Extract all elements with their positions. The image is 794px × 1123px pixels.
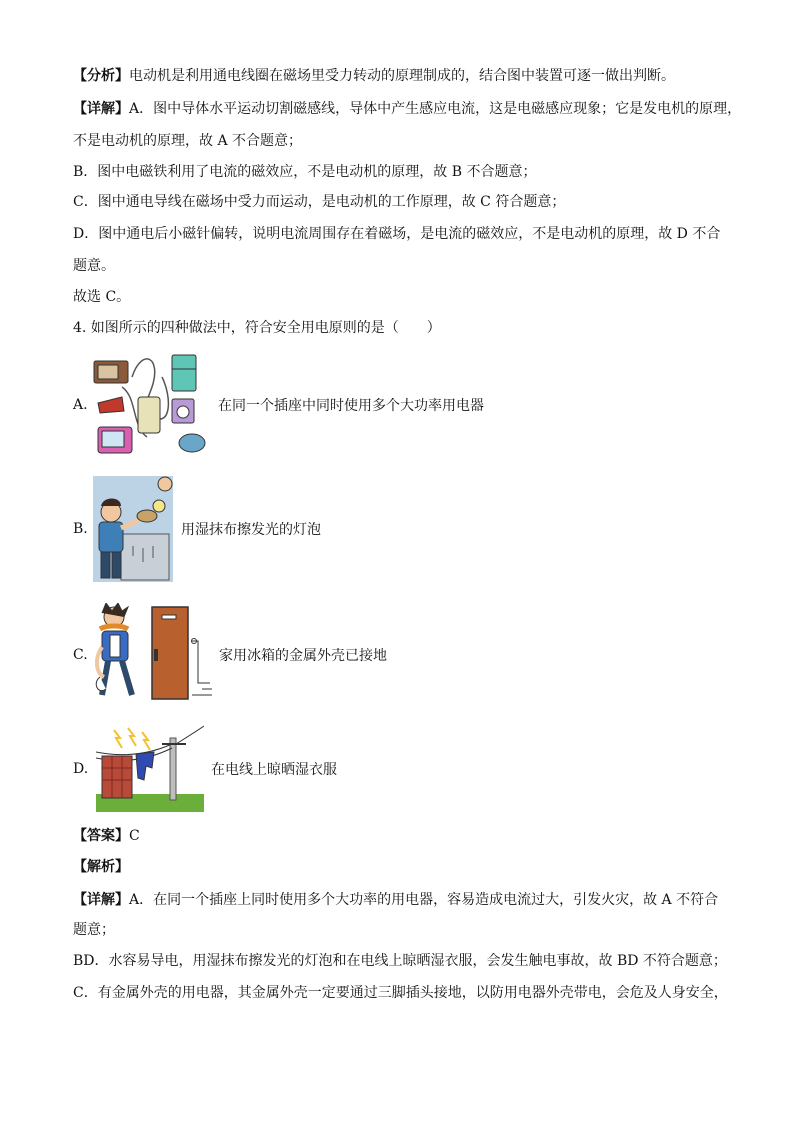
explanation-line-3: BD．水容易导电，用湿抹布擦发光的灯泡和在电线上晾晒湿衣服，会发生触电事故，故 BD 不符合题意； xyxy=(73,953,727,969)
clothes-on-power-line-illustration xyxy=(96,724,204,812)
detail-line-3: B．图中电磁铁利用了电流的磁效应，不是电动机的原理，故 B 不合题意； xyxy=(73,164,537,180)
analysis-paragraph xyxy=(73,67,675,85)
question-stem: 4. 如图所示的四种做法中，符合安全用电原则的是（ ） xyxy=(73,320,441,336)
answer-tag: 【答案】 xyxy=(73,828,129,844)
overloaded-socket-illustration xyxy=(92,347,210,459)
option-c-letter: C. xyxy=(73,647,88,663)
detail-line-4: C．图中通电导线在磁场中受力而运动，是电动机的工作原理，故 C 符合题意； xyxy=(73,194,566,210)
detail-line-7: 故选 C。 xyxy=(73,289,131,305)
analysis-tag: 【分析】 xyxy=(73,68,129,84)
analysis-text: 电动机是利用通电线圈在磁场里受力转动的原理制成的，结合图中装置可逐一做出判断。 xyxy=(129,68,675,84)
explanation-tag: 【解析】 xyxy=(73,859,129,875)
detail-tag: 【详解】 xyxy=(73,101,129,117)
option-c-text: 家用冰箱的金属外壳已接地 xyxy=(219,648,387,664)
option-d-text: 在电线上晾晒湿衣服 xyxy=(211,762,337,778)
explanation-line-1 xyxy=(73,891,718,909)
explanation-line-2: 题意； xyxy=(73,922,115,938)
answer-value: C xyxy=(129,828,140,844)
grounded-fridge-illustration xyxy=(92,603,214,703)
detail-line-5: D．图中通电后小磁针偏转，说明电流周围存在着磁场，是电流的磁效应，不是电动机的原理，故 D 不合 xyxy=(73,226,721,242)
option-b-letter: B. xyxy=(73,521,88,537)
explanation-heading xyxy=(73,858,129,876)
option-a-letter: A. xyxy=(73,397,88,413)
explanation-detail-tag: 【详解】 xyxy=(73,892,129,908)
wet-cloth-bulb-illustration xyxy=(93,476,173,582)
detail-line-1 xyxy=(73,100,741,118)
detail-line-6: 题意。 xyxy=(73,258,115,274)
option-d-letter: D. xyxy=(73,761,89,777)
explanation-text-1: A．在同一个插座上同时使用多个大功率的用电器，容易造成电流过大，引发火灾，故 A 不符合 xyxy=(129,892,719,908)
option-a-text: 在同一个插座中同时使用多个大功率用电器 xyxy=(218,398,484,414)
explanation-line-4: C．有金属外壳的用电器，其金属外壳一定要通过三脚插头接地，以防用电器外壳带电，会危及人身安全， xyxy=(73,985,728,1001)
option-b-text: 用湿抹布擦发光的灯泡 xyxy=(181,522,321,538)
detail-line-2: 不是电动机的原理，故 A 不合题意； xyxy=(73,133,303,149)
answer-line xyxy=(73,827,140,845)
detail-text-1: A．图中导体水平运动切割磁感线，导体中产生感应电流，这是电磁感应现象；它是发电机的原理， xyxy=(129,101,742,117)
